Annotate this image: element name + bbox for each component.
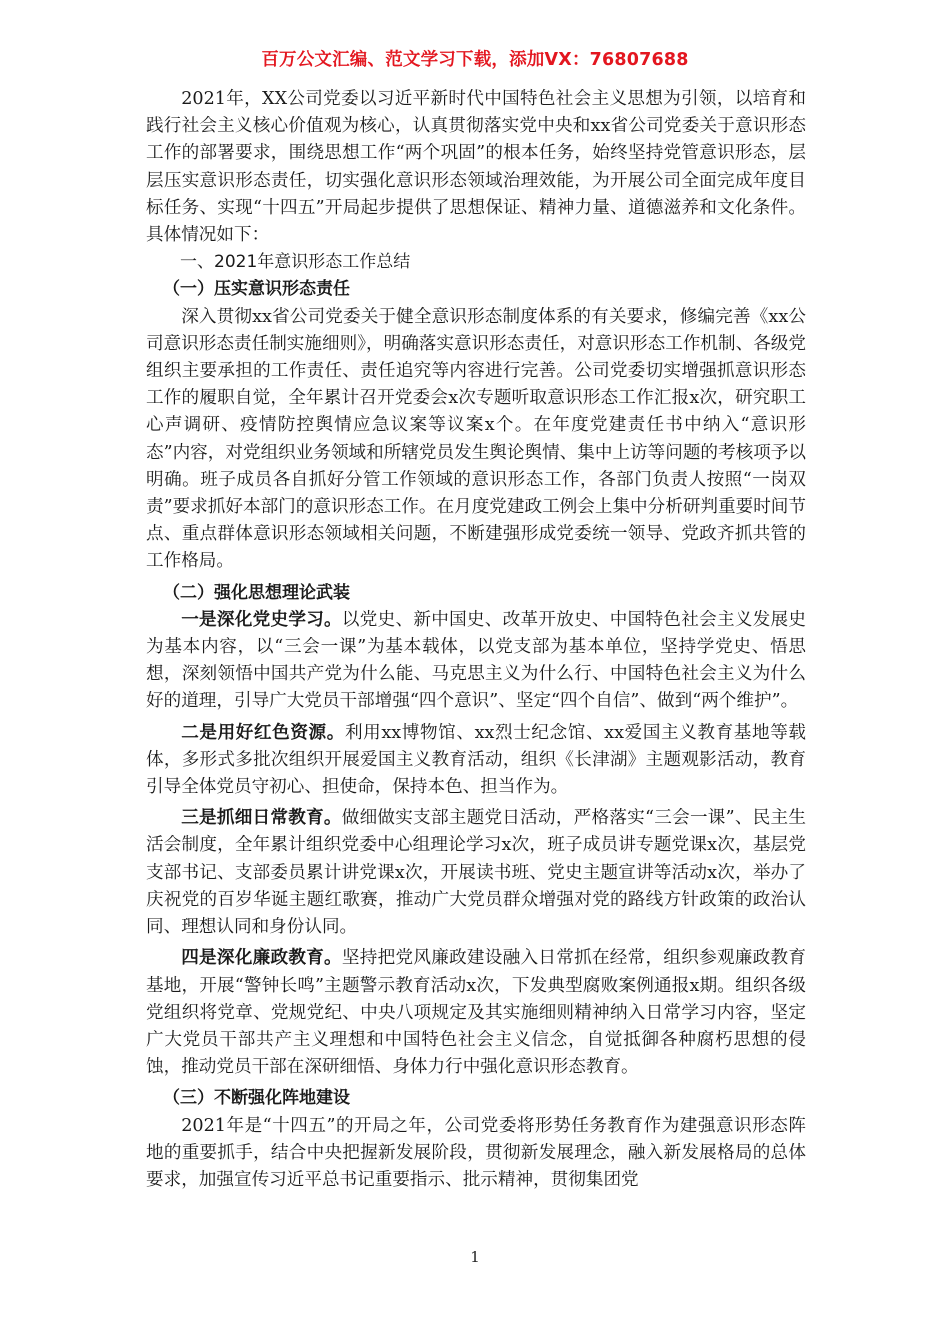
paragraph-lead: 四是深化廉政教育。 (181, 948, 342, 969)
document-body (146, 86, 806, 1194)
subsection-heading: （二）强化思想理论武装 (163, 582, 350, 603)
intro-paragraph: 2021年，XX公司党委以习近平新时代中国特色社会主义思想为引领，以培育和践行社会主义核心价值观为核心，认真贯彻落实党中央和xx省公司党委关于意识形态工作的部署要求，围绕思想工作“两个巩固”的根本任务，始终坚持党管意识形态，层层压实意识形态责任，切实强化意识形态领域治理效能，为开展公司全面完成年度目标任务、实现“十四五”开局起步提供了思想保证、精神力量、道德滋养和文化条件。具体情况如下： (146, 89, 806, 246)
paragraph-lead: 二是用好红色资源。 (181, 722, 345, 743)
body-paragraph (146, 945, 806, 1081)
watermark-banner: 百万公文汇编、范文学习下载，添加VX：76807688 (261, 50, 689, 70)
subsection-heading: （三）不断强化阵地建设 (163, 1088, 350, 1109)
section-heading: 一、2021年意识形态工作总结 (180, 252, 411, 273)
paragraph-text: 做细做实支部主题党日活动，严格落实“三会一课”、民主生活会制度，全年累计组织党委中心组理论学习x次，班子成员讲专题党课x次，基层党支部书记、支部委员累计讲党课x次，开展读书班、党史主题宣讲等活动x次，举办了庆祝党的百岁华诞主题红歌赛，推动广大党员群众增强对党的路线方针政策的政治认同、理想认同和身份认同。 (146, 808, 806, 938)
paragraph-text: 坚持把党风廉政建设融入日常抓在经常，组织参观廉政教育基地，开展“警钟长鸣”主题警示教育活动x次，下发典型腐败案例通报x期。组织各级党组织将党章、党规党纪、中央八项规定及其实施细则精神纳入日常学习内容，坚定广大党员干部共产主义理想和中国特色社会主义信念，自觉抵御各种腐朽思想的侵蚀，推动党员干部在深研细悟、身体力行中强化意识形态教育。 (146, 948, 806, 1078)
body-paragraph: 深入贯彻xx省公司党委关于健全意识形态制度体系的有关要求，修编完善《xx公司意识形态责任制实施细则》，明确落实意识形态责任，对意识形态工作机制、各级党组织主要承担的工作责任、责任追究等内容进行完善。公司党委切实增强抓意识形态工作的履职自觉，全年累计召开党委会x次专题听取意识形态工作汇报x次，研究职工心声调研、疫情防控舆情应急议案等议案x个。在年度党建责任书中纳入“意识形态”内容，对党组织业务领域和所辖党员发生舆论舆情、集中上访等问题的考核项予以明确。班子成员各自抓好分管工作领域的意识形态工作，各部门负责人按照“一岗双责”要求抓好本部门的意识形态工作。在月度党建政工例会上集中分析研判重要时间节点、重点群体意识形态领域相关问题，不断建强形成党委统一领导、党政齐抓共管的工作格局。 (146, 306, 806, 572)
paragraph-lead: 一是深化党史学习。 (181, 609, 342, 630)
body-paragraph (146, 720, 806, 802)
body-paragraph (146, 607, 806, 716)
paragraph-lead: 三是抓细日常教育。 (181, 808, 342, 829)
subsection-heading: （一）压实意识形态责任 (163, 279, 350, 300)
page-number: 1 (470, 1248, 480, 1266)
body-paragraph (146, 805, 806, 941)
paragraph-text: 以党史、新中国史、改革开放史、中国特色社会主义发展史为基本内容，以“三会一课”为基本载体，以党支部为基本单位，坚持学党史、悟思想，深刻领悟中国共产党为什么能、马克思主义为什么行、中国特色社会主义为什么好的道理，引导广大党员干部增强“四个意识”、坚定“四个自信”、做到“两个维护”。 (146, 609, 806, 712)
paragraph-text: 利用xx博物馆、xx烈士纪念馆、xx爱国主义教育基地等载体，多形式多批次组织开展爱国主义教育活动，组织《长津湖》主题观影活动，教育引导全体党员守初心、担使命，保持本色、担当作为。 (146, 722, 806, 798)
body-paragraph: 2021年是“十四五”的开局之年，公司党委将形势任务教育作为建强意识形态阵地的重要抓手，结合中央把握新发展阶段，贯彻新发展理念，融入新发展格局的总体要求，加强宣传习近平总书记重要指示、批示精神，贯彻集团党 (146, 1115, 806, 1190)
